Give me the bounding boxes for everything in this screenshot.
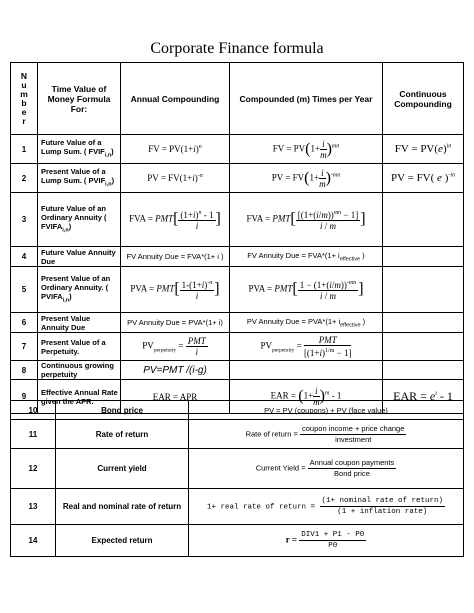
formula-annual: EAR = APR: [121, 380, 230, 414]
table-row: [11, 135, 464, 164]
table-row: [11, 420, 464, 449]
table-row: [11, 164, 464, 193]
formula-m-times: $PV_{perpetuity}$ = $\frac{\text{PMT}}{[(1+i)^{1/m} - 1]}$: [230, 333, 383, 361]
row-description: Present Value of an Ordinary Annuity. ( $PVIFA_{i,n}$): [38, 267, 121, 313]
table-row: [11, 267, 464, 313]
formula-continuous-empty: [383, 247, 464, 267]
formula-annual: FV Annuity Due = FVA*(1+ i ): [121, 247, 230, 267]
header-row: [11, 63, 464, 135]
table-row: [11, 333, 464, 361]
formula-m-times: FV = PV(1+ $\frac{i}{m}$ )$^{mn}$: [230, 135, 383, 164]
row-description: Future Value Annuity Due: [38, 247, 121, 267]
page-title: Corporate Finance formula: [150, 40, 324, 57]
row-number: 1: [11, 135, 38, 164]
row-formula: PV = PV (coupons) + PV (face value): [189, 401, 464, 420]
formula-annual: FVA = PMT[ $\frac{(1+i)^n - 1}{i}$ ]: [121, 193, 230, 247]
formula-annual: PV=PMT /(i-g): [121, 361, 230, 380]
formula-m-times: PVA = PMT[ $\frac{1 - (1+(i/m))^{-mn}}{i / m}$ ]: [230, 267, 383, 313]
formula-m-times: EAR = (1+ $\frac{i}{m}$ )$^m$ - 1: [230, 380, 383, 414]
formula-m-times-empty: [230, 361, 383, 380]
table-row: [11, 193, 464, 247]
formula-m-times: FV Annuity Due = $FVA*(1+ i_{effective}$ ): [230, 247, 383, 267]
table-row: [11, 313, 464, 333]
row-number: 6: [11, 313, 38, 333]
row-label: Expected return: [56, 525, 189, 557]
formula-m-times: FVA = PMT[ $\frac{[(1+(i/m))^{mn} - 1]}{i / m}$ ]: [230, 193, 383, 247]
row-description: Continuous growing perpetuity: [38, 361, 121, 380]
table-row: [11, 489, 464, 525]
row-number: 8: [11, 361, 38, 380]
table-row: [11, 247, 464, 267]
formula-annual: PV Annuity Due = PVA*(1+ i): [121, 313, 230, 333]
row-description: Future Value of an Ordinary Annuity ( $FVIFA_{i,n}$): [38, 193, 121, 247]
formula-continuous-empty: [383, 193, 464, 247]
row-formula: 1+ real rate of return = $\frac{\text{(1+ nominal rate of return)}}{\text{(1 + inflation rate)}}$: [189, 489, 464, 525]
row-number: 12: [11, 449, 56, 489]
row-number: 3: [11, 193, 38, 247]
formula-continuous-empty: [383, 361, 464, 380]
table-row: [11, 401, 464, 420]
row-description: Present Value of a Lump Sum. ( $PVIF_{i,n}$): [38, 164, 121, 193]
row-label: Bond price: [56, 401, 189, 420]
header-letter: e: [21, 106, 27, 117]
header-letter: N: [20, 70, 28, 81]
formula-annual: FV = $PV(1+i)^n$: [121, 135, 230, 164]
formula-continuous: PV = FV( e )$^{-in}$: [383, 164, 464, 193]
header-letter: b: [21, 97, 27, 108]
row-label: Rate of return: [56, 420, 189, 449]
formula-continuous: EAR = $e^i - 1$: [383, 380, 464, 414]
row-description: Future Value of a Lump Sum. ( $FVIF_{i,n}$): [38, 135, 121, 164]
header-letter: m: [20, 88, 28, 99]
row-number: 9: [11, 380, 38, 414]
formula-continuous-empty: [383, 313, 464, 333]
row-formula: r = $\frac{\text{DIV1 + P1 - P0}}{P0}$: [189, 525, 464, 557]
formula-m-times: PV = FV(1+ $\frac{i}{m}$ )$^{-mn}$: [230, 164, 383, 193]
formula-table: [10, 62, 464, 414]
row-number: 5: [11, 267, 38, 313]
formula-annual: $PV_{perpetuity}$ = $\frac{\text{PMT}}{i}$: [121, 333, 230, 361]
formula-annual: PVA = PMT[ $\frac{1-(1+i)^{-n}}{i}$ ]: [121, 267, 230, 313]
row-number: 11: [11, 420, 56, 449]
row-number: 14: [11, 525, 56, 557]
header-annual: Annual Compounding: [121, 63, 230, 135]
row-label: Real and nominal rate of return: [56, 489, 189, 525]
table-row: [11, 525, 464, 557]
formula-continuous: FV = $PV(e)^{in}$: [383, 135, 464, 164]
header-m-times: Compounded (m) Times per Year: [230, 63, 383, 135]
row-number: 4: [11, 247, 38, 267]
row-number: 2: [11, 164, 38, 193]
header-letter: r: [22, 115, 26, 126]
row-number: 7: [11, 333, 38, 361]
formula-continuous-empty: [383, 267, 464, 313]
formula-continuous-empty: [383, 333, 464, 361]
row-formula: Current Yield = $\frac{\text{Annual coupon payments}}{\text{Bond price}}$: [189, 449, 464, 489]
row-number: 13: [11, 489, 56, 525]
header-tvm: Time Value of Money Formula For:: [38, 63, 121, 135]
row-label: Current yield: [56, 449, 189, 489]
row-number: 10: [11, 401, 56, 420]
row-formula: Rate of return = $\frac{\text{coupon income + price change}}{\text{investment}}$: [189, 420, 464, 449]
row-description: Effective Annual Rate given the APR.: [38, 380, 121, 414]
row-description: Present Value of a Perpetuity.: [38, 333, 121, 361]
formula-m-times: PV Annuity Due = $PVA*(1+ i_{effective}$ ): [230, 313, 383, 333]
formula-annual: PV = $FV(1+i)^{-n}$: [121, 164, 230, 193]
formula-table-2: [10, 400, 464, 557]
header-number: [11, 63, 38, 135]
header-continuous: Continuous Compounding: [383, 63, 464, 135]
header-letter: u: [21, 79, 27, 90]
table-row: [11, 361, 464, 380]
table-row: [11, 449, 464, 489]
row-description: Present Value Annuity Due: [38, 313, 121, 333]
